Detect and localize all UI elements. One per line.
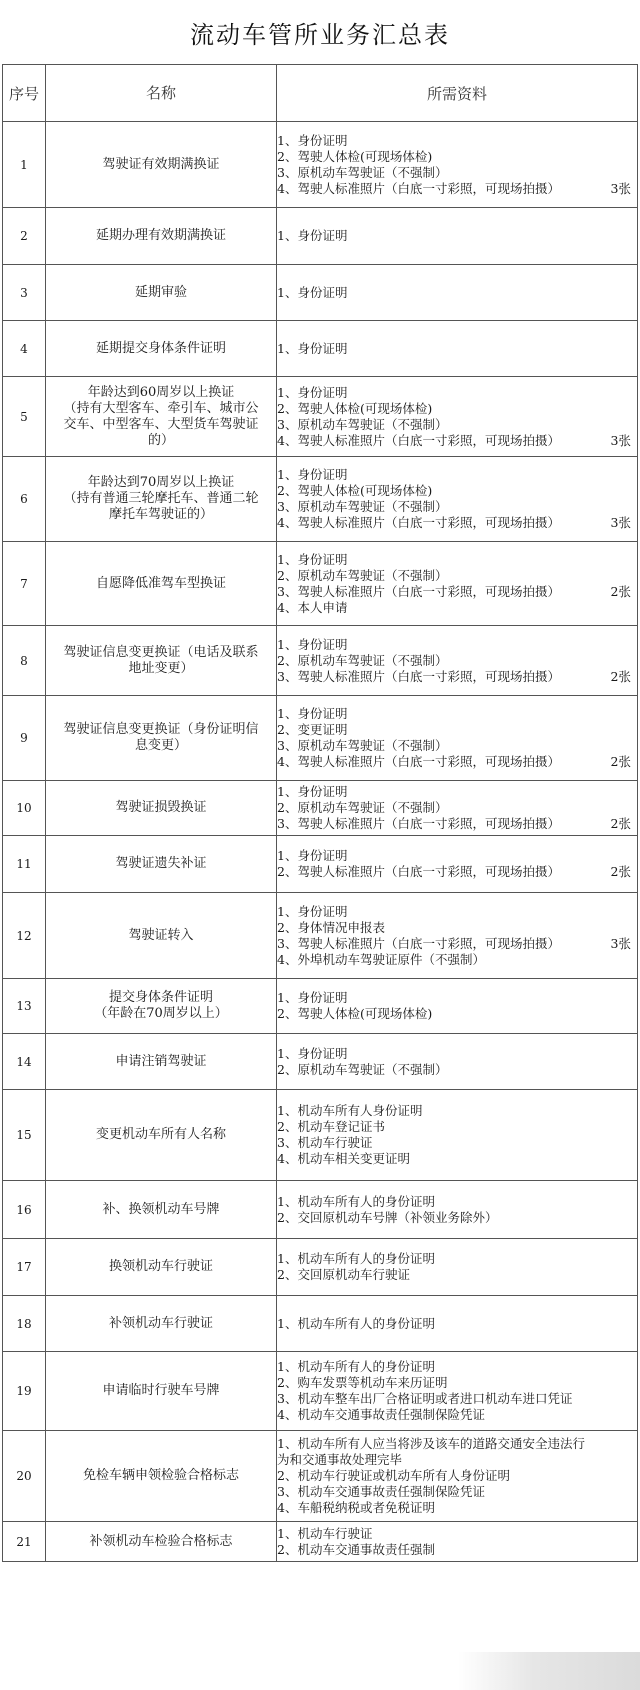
- row-documents: [277, 1239, 638, 1296]
- row-name-line: 申请注销驾驶证: [115, 1053, 207, 1069]
- table-row: [3, 208, 638, 265]
- row-documents: [277, 696, 638, 781]
- document-item: [277, 1135, 637, 1151]
- document-text: 2、原机动车驾驶证（不强制）: [277, 1061, 448, 1077]
- document-text: 1、机动车所有人的身份证明: [277, 1315, 435, 1331]
- row-name-line: 的）: [147, 432, 174, 448]
- row-documents: [277, 1522, 638, 1562]
- row-name: [46, 1431, 277, 1522]
- document-text: 1、机动车所有人的身份证明: [277, 1193, 435, 1209]
- row-name-line: 地址变更）: [128, 660, 194, 676]
- document-text: 2、原机动车驾驶证（不强制）: [277, 652, 448, 668]
- row-name-line: 延期审验: [134, 284, 187, 300]
- document-text: 2、购车发票等机动车来历证明: [277, 1375, 448, 1390]
- row-number: 17: [3, 1239, 46, 1296]
- row-number: 11: [3, 836, 46, 893]
- row-name: [46, 1181, 277, 1239]
- row-name: [46, 457, 277, 542]
- table-row: [3, 321, 638, 377]
- document-text: 1、机动车所有人应当将涉及该车的道路交通安全违法行: [277, 1436, 585, 1451]
- document-text: 4、本人申请: [277, 599, 348, 615]
- row-name: [46, 893, 277, 979]
- table-row: [3, 457, 638, 542]
- document-text: 2、机动车行驶证或机动车所有人身份证明: [277, 1468, 510, 1483]
- row-documents: [277, 208, 638, 265]
- document-item: [277, 1251, 637, 1267]
- document-item: [277, 848, 637, 864]
- document-item: [277, 1436, 637, 1452]
- row-documents: [277, 781, 638, 836]
- row-name-line: 补、换领机动车号牌: [102, 1201, 220, 1217]
- row-number: 6: [3, 457, 46, 542]
- document-item: [277, 990, 637, 1006]
- row-documents: [277, 321, 638, 377]
- document-text: 2、机动车登记证书: [277, 1119, 385, 1134]
- row-name-line: 驾驶证信息变更换证（身份证明信: [63, 722, 259, 737]
- document-text: 2、交回原机动车号牌（补领业务除外）: [277, 1209, 498, 1225]
- row-name: [46, 979, 277, 1034]
- header-no: 序号: [3, 65, 46, 122]
- row-documents: [277, 122, 638, 208]
- document-item: [277, 181, 637, 197]
- table-row: [3, 542, 638, 626]
- document-item: [277, 1359, 637, 1375]
- row-number: 12: [3, 893, 46, 979]
- row-number: 14: [3, 1034, 46, 1090]
- document-item: [277, 1407, 637, 1423]
- document-text: 2、变更证明: [277, 722, 348, 737]
- document-item: [277, 1194, 637, 1210]
- document-item: [277, 133, 637, 149]
- row-number: 2: [3, 208, 46, 265]
- document-text: 为和交通事故处理完毕: [277, 1452, 403, 1467]
- document-item: [277, 1062, 637, 1078]
- document-text: 4、车船税纳税或者免税证明: [277, 1500, 435, 1515]
- document-text: 1、身份证明: [277, 384, 348, 400]
- document-item: [277, 936, 637, 952]
- photo-quantity: 3张: [610, 180, 631, 196]
- document-item: [277, 568, 637, 584]
- row-number: 20: [3, 1431, 46, 1522]
- document-text: 1、身份证明: [277, 636, 348, 652]
- table-row: [3, 122, 638, 208]
- table-row: [3, 1034, 638, 1090]
- document-text: 1、身份证明: [277, 848, 348, 863]
- row-name: [46, 836, 277, 893]
- row-name: [46, 1239, 277, 1296]
- document-text: 3、原机动车驾驶证（不强制）: [277, 416, 448, 432]
- row-name-line: 自愿降低准驾车型换证: [95, 575, 226, 591]
- document-item: [277, 341, 637, 357]
- document-text: 1、身份证明: [277, 903, 348, 919]
- photo-quantity: 2张: [610, 583, 631, 599]
- row-documents: [277, 893, 638, 979]
- document-text: 3、原机动车驾驶证（不强制）: [277, 164, 448, 180]
- document-item: [277, 722, 637, 738]
- document-text: 1、身份证明: [277, 228, 348, 243]
- document-item: [277, 1500, 637, 1516]
- row-name-line: （持有普通三轮摩托车、普通二轮: [63, 491, 259, 506]
- row-number: 7: [3, 542, 46, 626]
- row-name: [46, 1296, 277, 1352]
- document-text: 2、驾驶人体检(可现场体检): [277, 400, 433, 416]
- document-text: 1、身份证明: [277, 784, 348, 799]
- row-name: [46, 1090, 277, 1181]
- row-name-line: 变更机动车所有人名称: [95, 1127, 226, 1142]
- document-item: [277, 1526, 637, 1542]
- document-text: 3、原机动车驾驶证（不强制）: [277, 499, 448, 514]
- document-text: 2、原机动车驾驶证（不强制）: [277, 567, 448, 583]
- row-documents: [277, 542, 638, 626]
- table-row: [3, 265, 638, 321]
- table-row: [3, 836, 638, 893]
- document-item: [277, 584, 637, 600]
- row-name-line: 驾驶证信息变更换证（电话及联系: [63, 644, 259, 660]
- row-number: 21: [3, 1522, 46, 1562]
- document-text: 1、身份证明: [277, 340, 348, 356]
- document-item: [277, 738, 637, 754]
- document-text: 2、驾驶人体检(可现场体检): [277, 148, 433, 164]
- document-item: [277, 1119, 637, 1135]
- document-item: [277, 800, 637, 816]
- summary-sheet: [2, 0, 638, 1690]
- row-number: 10: [3, 781, 46, 836]
- row-name-line: （年龄在70周岁以上）: [94, 1006, 228, 1021]
- row-name: [46, 696, 277, 781]
- row-name-line: 摩托车驾驶证的）: [108, 507, 213, 522]
- document-text: 3、驾驶人标准照片（白底一寸彩照，可现场拍摄）: [277, 668, 560, 684]
- table-row: [3, 377, 638, 457]
- document-text: 4、机动车相关变更证明: [277, 1151, 410, 1166]
- document-text: 1、身份证明: [277, 551, 348, 567]
- row-name: [46, 781, 277, 836]
- row-documents: [277, 1034, 638, 1090]
- document-text: 2、机动车交通事故责任强制: [277, 1541, 435, 1557]
- table-row: [3, 979, 638, 1034]
- row-name: [46, 542, 277, 626]
- row-documents: [277, 265, 638, 321]
- document-text: 3、驾驶人标准照片（白底一寸彩照，可现场拍摄）: [277, 935, 560, 951]
- document-text: 1、机动车所有人的身份证明: [277, 1251, 435, 1266]
- table-row: [3, 626, 638, 696]
- document-item: [277, 483, 637, 499]
- table-row: [3, 1522, 638, 1562]
- document-text: 4、外埠机动车驾驶证原件（不强制）: [277, 951, 485, 967]
- row-name-line: 申请临时行驶车号牌: [102, 1383, 220, 1398]
- document-item: [277, 600, 637, 616]
- row-name-line: 提交身体条件证明: [108, 990, 213, 1005]
- document-item: [277, 669, 637, 685]
- document-item: [277, 1151, 637, 1167]
- document-item: [277, 1267, 637, 1283]
- document-item: [277, 1468, 637, 1484]
- table-body: [3, 122, 638, 1562]
- row-name-line: 延期提交身体条件证明: [95, 340, 226, 356]
- document-text: 4、机动车交通事故责任强制保险凭证: [277, 1407, 485, 1422]
- table-row: [3, 1352, 638, 1431]
- document-text: 3、机动车整车出厂合格证明或者进口机动车进口凭证: [277, 1391, 573, 1406]
- document-item: [277, 784, 637, 800]
- document-text: 2、身体情况申报表: [277, 919, 385, 935]
- row-number: 9: [3, 696, 46, 781]
- document-item: [277, 706, 637, 722]
- row-name-line: 驾驶证损毁换证: [115, 800, 207, 815]
- document-item: [277, 228, 637, 244]
- document-item: [277, 285, 637, 301]
- photo-quantity: 2张: [610, 864, 631, 879]
- document-text: 2、原机动车驾驶证（不强制）: [277, 800, 448, 815]
- row-name: [46, 626, 277, 696]
- row-documents: [277, 979, 638, 1034]
- row-name-line: 年龄达到60周岁以上换证: [87, 384, 235, 400]
- table-row: [3, 781, 638, 836]
- row-name-line: 延期办理有效期满换证: [95, 228, 226, 243]
- document-text: 4、驾驶人标准照片（白底一寸彩照，可现场拍摄）: [277, 180, 560, 196]
- document-item: [277, 1542, 637, 1558]
- document-text: 1、身份证明: [277, 467, 348, 482]
- document-item: [277, 1375, 637, 1391]
- header-docs: 所需资料: [277, 65, 638, 122]
- row-number: 18: [3, 1296, 46, 1352]
- row-documents: [277, 1431, 638, 1522]
- document-item: [277, 952, 637, 968]
- document-item: [277, 149, 637, 165]
- row-name: [46, 208, 277, 265]
- document-item: [277, 754, 637, 770]
- table-row: [3, 1296, 638, 1352]
- document-item: [277, 401, 637, 417]
- document-item: [277, 467, 637, 483]
- row-documents: [277, 626, 638, 696]
- row-number: 13: [3, 979, 46, 1034]
- document-item: [277, 1046, 637, 1062]
- row-name: [46, 1034, 277, 1090]
- document-text: 1、身份证明: [277, 706, 348, 721]
- row-number: 3: [3, 265, 46, 321]
- row-name: [46, 1352, 277, 1431]
- document-text: 2、交回原机动车行驶证: [277, 1267, 410, 1282]
- row-name-line: 补领机动车检验合格标志: [89, 1533, 233, 1549]
- row-name: [46, 265, 277, 321]
- row-number: 19: [3, 1352, 46, 1431]
- document-text: 3、机动车交通事故责任强制保险凭证: [277, 1484, 485, 1499]
- document-text: 1、身份证明: [277, 132, 348, 148]
- document-text: 1、身份证明: [277, 1045, 348, 1061]
- row-documents: [277, 836, 638, 893]
- document-item: [277, 864, 637, 880]
- document-item: [277, 499, 637, 515]
- header-row: [3, 65, 638, 122]
- table-row: [3, 1181, 638, 1239]
- document-item: [277, 1103, 637, 1119]
- row-name-line: 补领机动车行驶证: [108, 1315, 213, 1331]
- table-row: [3, 893, 638, 979]
- row-name-line: 驾驶证转入: [128, 927, 194, 943]
- photo-quantity: 3张: [610, 935, 631, 951]
- row-name-line: 息变更）: [134, 738, 187, 753]
- row-name-line: 免检车辆申领检验合格标志: [82, 1468, 239, 1483]
- business-table: [2, 64, 638, 1562]
- table-row: [3, 1090, 638, 1181]
- document-item: [277, 653, 637, 669]
- table-row: [3, 1239, 638, 1296]
- row-name-line: 交车、中型客车、大型货车驾驶证: [63, 416, 259, 432]
- row-documents: [277, 1352, 638, 1431]
- document-item: [277, 1006, 637, 1022]
- row-number: 5: [3, 377, 46, 457]
- document-text: 2、驾驶人标准照片（白底一寸彩照，可现场拍摄）: [277, 864, 560, 879]
- row-documents: [277, 1090, 638, 1181]
- row-name: [46, 321, 277, 377]
- row-name-line: 驾驶证有效期满换证: [102, 156, 220, 172]
- photo-quantity: 3张: [610, 515, 631, 530]
- table-row: [3, 1431, 638, 1522]
- row-name-line: 年龄达到70周岁以上换证: [87, 475, 235, 490]
- document-item: [277, 637, 637, 653]
- document-text: 2、驾驶人体检(可现场体检): [277, 483, 433, 498]
- document-text: 4、驾驶人标准照片（白底一寸彩照，可现场拍摄）: [277, 432, 560, 448]
- photo-quantity: 3张: [610, 432, 631, 448]
- photo-quantity: 2张: [610, 816, 631, 831]
- document-item: [277, 1316, 637, 1332]
- photo-quantity: 2张: [610, 754, 631, 769]
- document-text: 3、驾驶人标准照片（白底一寸彩照，可现场拍摄）: [277, 816, 560, 831]
- document-item: [277, 1210, 637, 1226]
- document-item: [277, 552, 637, 568]
- document-item: [277, 904, 637, 920]
- watermark-smudge: [458, 1652, 640, 1690]
- document-text: 3、驾驶人标准照片（白底一寸彩照，可现场拍摄）: [277, 583, 560, 599]
- document-text: 1、机动车所有人的身份证明: [277, 1359, 435, 1374]
- row-number: 8: [3, 626, 46, 696]
- document-item: [277, 816, 637, 832]
- document-item: [277, 1391, 637, 1407]
- page-title: 流动车管所业务汇总表: [190, 20, 450, 49]
- document-item: [277, 385, 637, 401]
- header-name: 名称: [46, 65, 277, 122]
- document-text: 1、机动车所有人身份证明: [277, 1103, 423, 1118]
- document-item: [277, 165, 637, 181]
- document-text: 1、身份证明: [277, 990, 348, 1005]
- document-text: 3、机动车行驶证: [277, 1135, 373, 1150]
- document-text: 2、驾驶人体检(可现场体检): [277, 1006, 433, 1021]
- row-name-line: 换领机动车行驶证: [108, 1259, 213, 1274]
- row-number: 15: [3, 1090, 46, 1181]
- row-name: [46, 122, 277, 208]
- table-row: [3, 696, 638, 781]
- document-item: [277, 515, 637, 531]
- row-name: [46, 377, 277, 457]
- document-item: [277, 417, 637, 433]
- document-text: 1、机动车行驶证: [277, 1525, 373, 1541]
- row-documents: [277, 1181, 638, 1239]
- document-text: 3、原机动车驾驶证（不强制）: [277, 738, 448, 753]
- row-number: 4: [3, 321, 46, 377]
- document-text: 1、身份证明: [277, 284, 348, 300]
- row-name-line: 驾驶证遗失补证: [115, 856, 207, 871]
- document-item: [277, 920, 637, 936]
- document-text: 4、驾驶人标准照片（白底一寸彩照，可现场拍摄）: [277, 754, 560, 769]
- row-number: 16: [3, 1181, 46, 1239]
- row-name: [46, 1522, 277, 1562]
- document-item: [277, 1452, 637, 1468]
- photo-quantity: 2张: [610, 668, 631, 684]
- row-documents: [277, 1296, 638, 1352]
- document-item: [277, 433, 637, 449]
- row-documents: [277, 457, 638, 542]
- row-documents: [277, 377, 638, 457]
- document-item: [277, 1484, 637, 1500]
- row-number: 1: [3, 122, 46, 208]
- document-text: 4、驾驶人标准照片（白底一寸彩照，可现场拍摄）: [277, 515, 560, 530]
- row-name-line: （持有大型客车、牵引车、城市公: [63, 400, 259, 416]
